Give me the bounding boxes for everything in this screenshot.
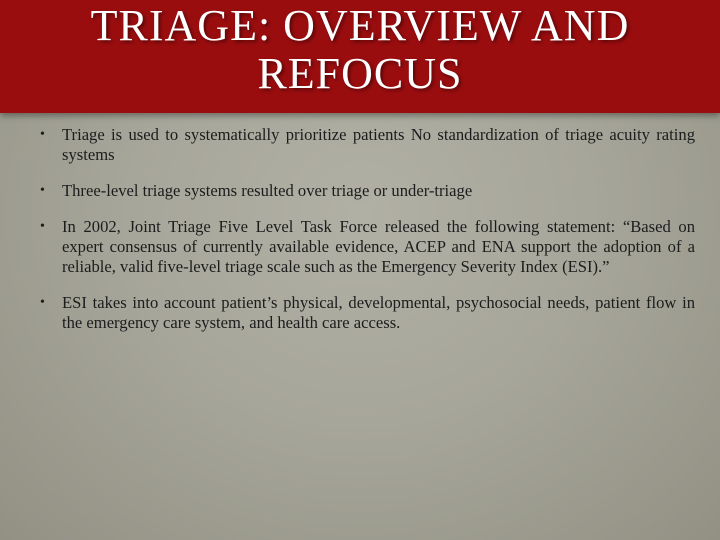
bullet-item <box>38 217 695 277</box>
title-bar <box>0 0 720 113</box>
bullet-text: In 2002, Joint Triage Five Level Task Force released the following statement: “Based on expert consensus of currently available evidence, ACEP and ENA support the adoption of a reliable, valid five-level triage scale such as the Emergency Severity Index (ESI).” <box>62 217 695 276</box>
bullet-icon: • <box>40 127 45 142</box>
bullet-icon: • <box>40 295 45 310</box>
bullet-text: Three-level triage systems resulted over triage or under-triage <box>62 181 473 200</box>
bullet-list <box>38 125 695 349</box>
bullet-item <box>38 181 695 201</box>
bullet-item <box>38 293 695 333</box>
bullet-item <box>38 125 695 165</box>
bullet-icon: • <box>40 219 45 234</box>
bullet-text: Triage is used to systematically prioritize patients No standardization of triage acuity rating systems <box>62 125 695 164</box>
bullet-text: ESI takes into account patient’s physical, developmental, psychosocial needs, patient flow in the emergency care system, and health care access. <box>62 293 695 332</box>
bullet-icon: • <box>40 183 45 198</box>
slide-title: TRIAGE: OVERVIEW AND REFOCUS <box>90 1 630 98</box>
